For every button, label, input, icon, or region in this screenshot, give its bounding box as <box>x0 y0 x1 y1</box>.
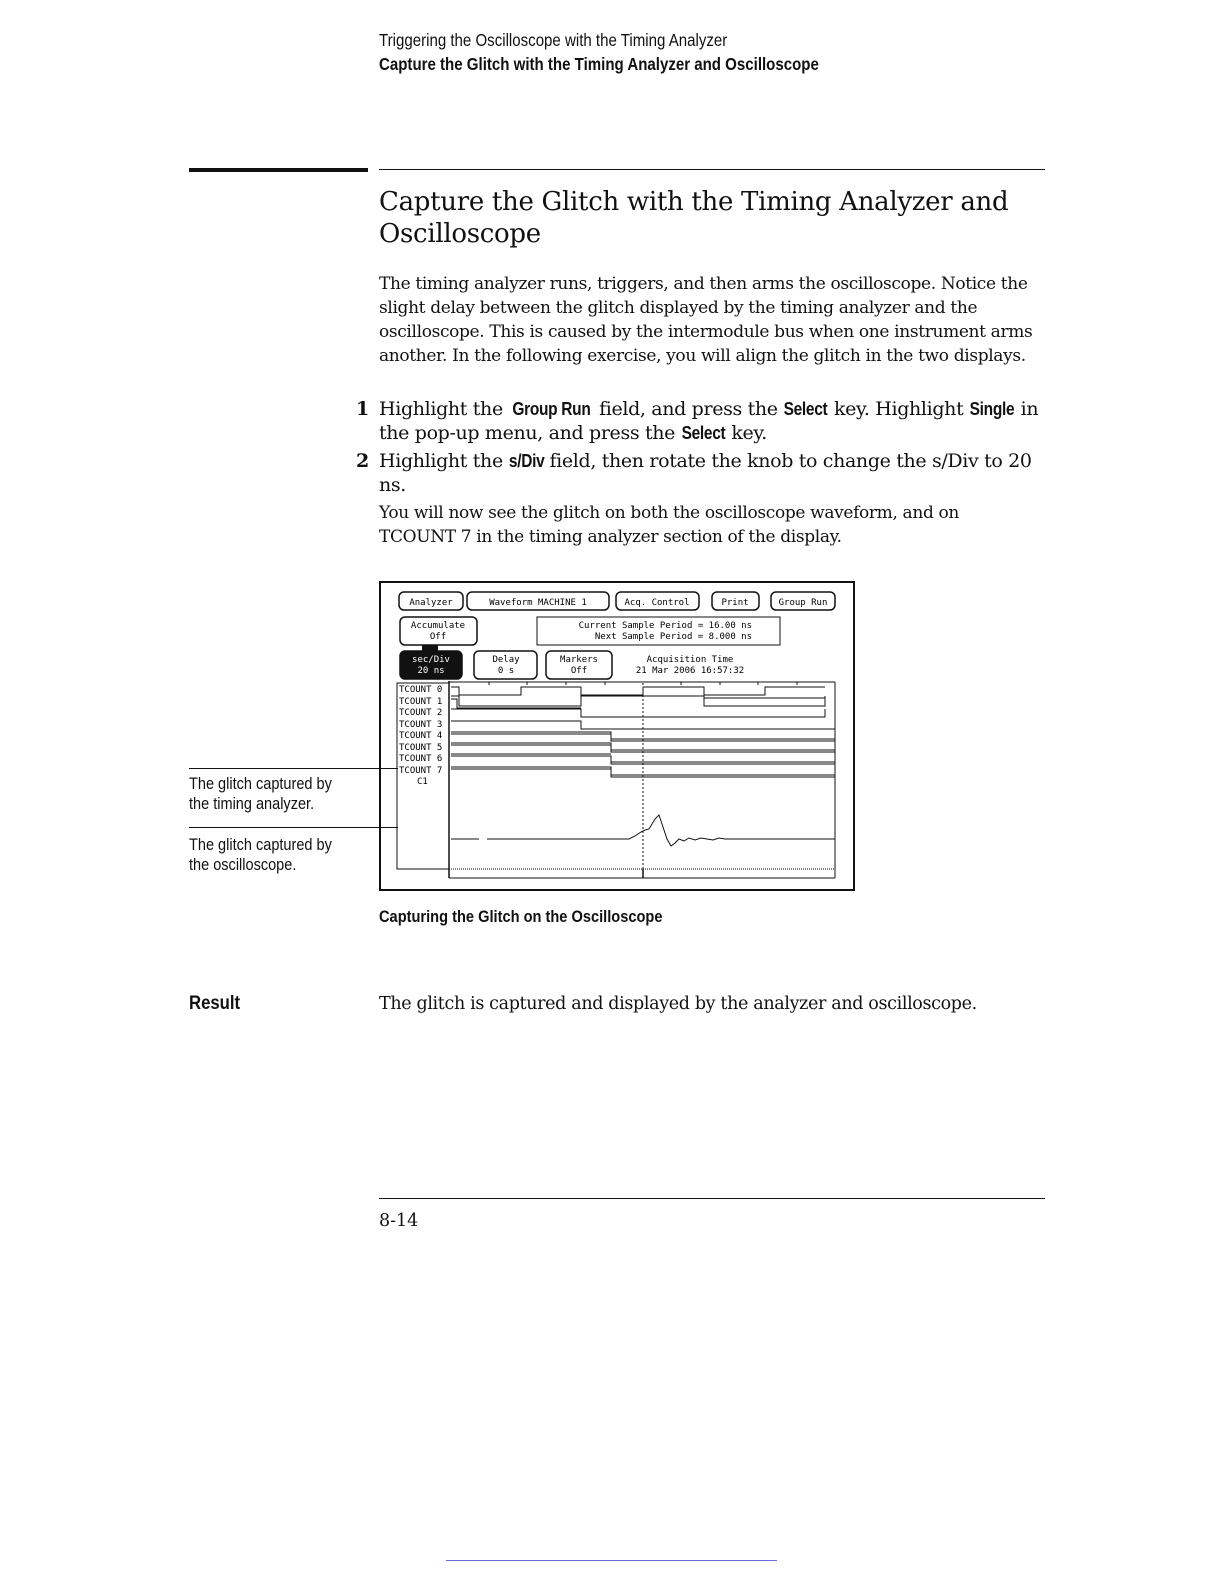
markers-label: Markers <box>560 655 598 665</box>
delay-label: Delay <box>492 655 520 665</box>
callout-leader-line <box>189 768 398 769</box>
figure-caption: Capturing the Glitch on the Oscilloscope <box>379 907 663 926</box>
step-2 <box>356 449 1039 497</box>
group-run-label: Group Run <box>778 598 828 608</box>
channel-label: TCOUNT 7 <box>399 766 443 776</box>
channel-label: TCOUNT 5 <box>399 743 443 753</box>
callout-leader-line <box>189 827 398 828</box>
waveform-button-label: Waveform MACHINE 1 <box>489 598 587 608</box>
acq-control-label: Acq. Control <box>624 598 690 608</box>
print-button[interactable] <box>712 592 759 610</box>
accumulate-label: Accumulate <box>410 621 466 631</box>
current-sample-period: Current Sample Period = 16.00 ns <box>578 621 752 631</box>
key-s-div: s/Div <box>508 451 544 471</box>
step-text: key. <box>725 422 767 444</box>
step-text: Highlight the <box>379 450 509 472</box>
acquisition-time-label: Acquisition Time <box>646 655 734 665</box>
result-text: The glitch is captured and displayed by the analyzer and oscilloscope. <box>379 994 977 1014</box>
group-run-button[interactable] <box>771 592 835 610</box>
step-text: field, then rotate the knob to change the s/Div to 20 ns. <box>379 450 1032 496</box>
delay-button[interactable] <box>474 651 537 679</box>
sec-div-value: 20 ns <box>417 666 445 676</box>
result-label: Result <box>189 993 241 1014</box>
section-rule-thin <box>379 169 1045 170</box>
section-rule-thick <box>189 168 368 172</box>
key-select: Select <box>681 423 726 443</box>
intro-paragraph: The timing analyzer runs, triggers, and then arms the oscilloscope. Notice the slight delay between the glitch displayed by the timing analyzer and the oscilloscope. This is caused by the intermodule bus when one instrument arms another. In the following exercise, you will align the glitch in the two displays. <box>379 274 1033 366</box>
key-group-run: Group Run <box>511 399 591 419</box>
callout-scope-glitch <box>189 835 332 875</box>
step-number: 2 <box>356 450 369 472</box>
channel-label: TCOUNT 0 <box>399 685 443 695</box>
step-text: field, and press the <box>593 398 784 420</box>
step-text: Highlight the <box>379 398 509 420</box>
channel-label: TCOUNT 2 <box>399 708 443 718</box>
section-title: Capture the Glitch with the Timing Analyzer and Oscilloscope <box>379 187 1009 249</box>
key-select: Select <box>783 399 828 419</box>
acquisition-time-value: 21 Mar 2006 16:57:32 <box>635 666 745 676</box>
callout-line: The glitch captured by <box>189 775 332 793</box>
accumulate-value: Off <box>429 632 447 642</box>
analyzer-button-label: Analyzer <box>409 598 453 608</box>
print-button-label: Print <box>721 598 749 608</box>
key-single: Single <box>969 399 1015 419</box>
sample-period-box <box>537 617 780 645</box>
analyzer-button[interactable] <box>399 592 463 610</box>
markers-button[interactable] <box>546 651 612 679</box>
callout-line: the oscilloscope. <box>189 856 297 874</box>
channel-label: TCOUNT 1 <box>399 697 443 707</box>
delay-value: 0 s <box>497 666 515 676</box>
step-number: 1 <box>356 398 369 420</box>
channel-label: C1 <box>417 777 428 787</box>
acq-control-button[interactable] <box>616 592 699 610</box>
footer-rule <box>379 1198 1045 1199</box>
next-sample-period: Next Sample Period = 8.000 ns <box>594 632 752 642</box>
channel-label: TCOUNT 3 <box>399 720 443 730</box>
channel-label: TCOUNT 6 <box>399 754 443 764</box>
analyzer-screenshot-figure <box>379 581 855 891</box>
analyzer-screen <box>379 581 855 891</box>
page-number: 8-14 <box>379 1211 419 1231</box>
callout-line: The glitch captured by <box>189 836 332 854</box>
callout-timing-glitch <box>189 774 332 814</box>
step-1 <box>356 397 1039 445</box>
channel-label: TCOUNT 4 <box>399 731 443 741</box>
after-steps-paragraph: You will now see the glitch on both the oscilloscope waveform, and on TCOUNT 7 in the timing analyzer section of the display. <box>379 503 960 547</box>
step-text: key. Highlight <box>828 398 970 420</box>
accumulate-button[interactable] <box>400 617 477 645</box>
markers-value: Off <box>570 666 588 676</box>
sec-div-label: sec/Div <box>412 655 450 665</box>
running-header-section: Capture the Glitch with the Timing Analyzer and Oscilloscope <box>379 54 819 74</box>
running-header-chapter: Triggering the Oscilloscope with the Timing Analyzer <box>379 30 728 50</box>
callout-line: the timing analyzer. <box>189 795 315 813</box>
waveform-machine-button[interactable] <box>467 592 609 610</box>
bottom-link-underline[interactable] <box>446 1560 777 1561</box>
step-text: in the pop-up menu, and press the <box>379 398 1039 444</box>
